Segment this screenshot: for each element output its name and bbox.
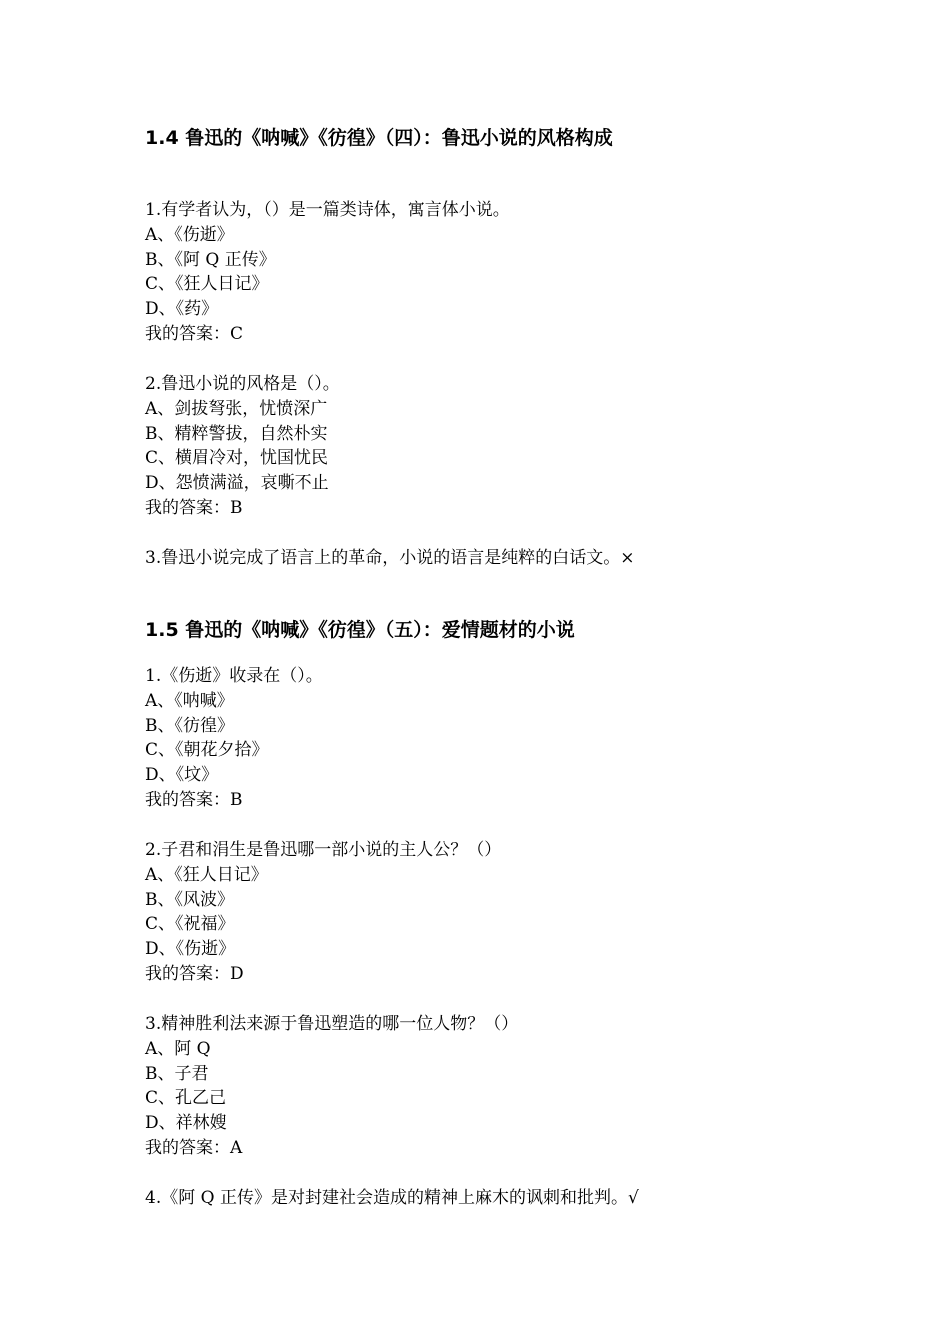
option-a: A、《呐喊》 [145,691,234,711]
option-c: C、《朝花夕拾》 [145,740,269,760]
option-b: B、《彷徨》 [145,716,234,736]
my-answer: 我的答案：B [145,498,243,518]
option-c: C、《狂人日记》 [145,274,269,294]
option-a: A、剑拔弩张，忧愤深广 [145,399,328,419]
option-d: D、祥林嫂 [145,1113,227,1133]
section-heading-1-5: 1.5 鲁迅的《呐喊》《彷徨》（五）：爱情题材的小说 [145,619,575,641]
section-heading-1-4: 1.4 鲁迅的《呐喊》《彷徨》（四）：鲁迅小说的风格构成 [145,127,613,149]
question-stem: 1.《伤逝》收录在（）。 [145,666,323,686]
option-a: A、《狂人日记》 [145,865,268,885]
my-answer: 我的答案：D [145,964,244,984]
my-answer: 我的答案：B [145,790,243,810]
option-b: B、精粹警拔，自然朴实 [145,424,328,444]
option-d: D、怨愤满溢，哀嘶不止 [145,473,329,493]
option-d: D、《坟》 [145,765,219,785]
option-b: B、子君 [145,1064,209,1084]
option-c: C、孔乙己 [145,1088,227,1108]
option-d: D、《药》 [145,299,219,319]
question-stem: 2.鲁迅小说的风格是（）。 [145,374,340,394]
my-answer: 我的答案：A [145,1138,243,1158]
true-false-question: 4.《阿 Q 正传》是对封建社会造成的精神上麻木的讽刺和批判。√ [145,1188,639,1208]
my-answer: 我的答案：C [145,324,244,344]
option-a: A、《伤逝》 [145,225,234,245]
option-b: B、《风波》 [145,890,234,910]
option-c: C、《祝福》 [145,914,235,934]
true-false-question: 3.鲁迅小说完成了语言上的革命，小说的语言是纯粹的白话文。× [145,548,635,568]
option-d: D、《伤逝》 [145,939,236,959]
option-c: C、横眉冷对，忧国忧民 [145,448,329,468]
question-stem: 2.子君和涓生是鲁迅哪一部小说的主人公？（） [145,840,502,860]
question-stem: 1.有学者认为，（）是一篇类诗体，寓言体小说。 [145,200,510,220]
option-a: A、阿 Q [145,1039,211,1059]
question-stem: 3.精神胜利法来源于鲁迅塑造的哪一位人物？（） [145,1014,519,1034]
option-b: B、《阿 Q 正传》 [145,250,276,270]
